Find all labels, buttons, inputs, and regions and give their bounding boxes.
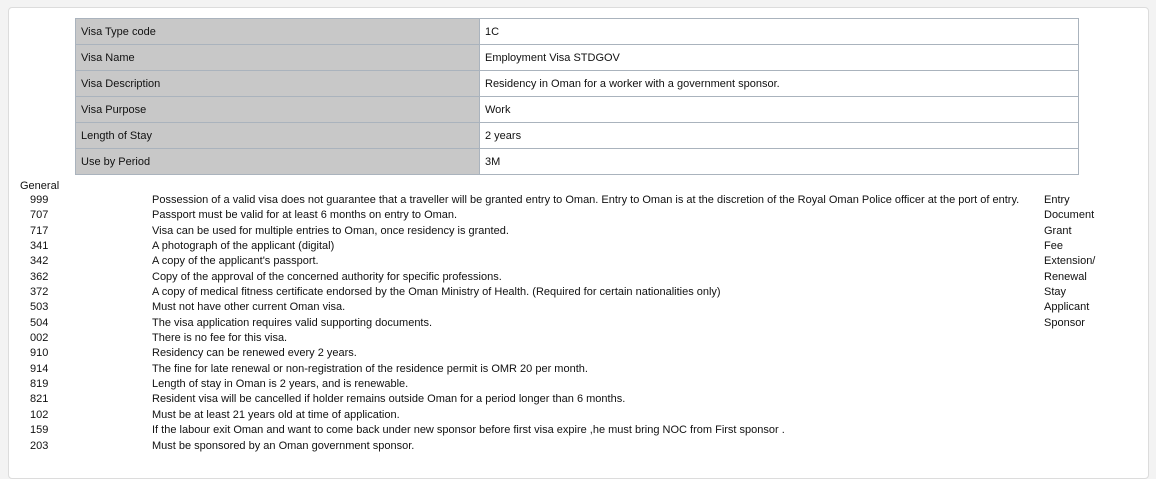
rule-row bbox=[0, 270, 1156, 285]
rule-code: 159 bbox=[30, 424, 49, 437]
visa-info-row bbox=[76, 97, 1079, 123]
rule-code: 341 bbox=[30, 240, 49, 253]
rule-text: Must not have other current Oman visa. bbox=[152, 301, 346, 314]
rule-row bbox=[0, 331, 1156, 346]
category-label: Renewal bbox=[1044, 270, 1087, 283]
rules-list bbox=[0, 193, 1156, 454]
rule-code: 707 bbox=[30, 209, 49, 222]
rule-row bbox=[0, 300, 1156, 315]
category-label: Applicant bbox=[1044, 301, 1090, 314]
rule-text: Must be at least 21 years old at time of application. bbox=[152, 408, 400, 421]
visa-info-value: Employment Visa STDGOV bbox=[480, 45, 1079, 71]
category-label: Grant bbox=[1044, 224, 1072, 237]
visa-info-label: Visa Name bbox=[76, 45, 480, 71]
rule-text: Must be sponsored by an Oman government sponsor. bbox=[152, 439, 415, 452]
rule-code: 910 bbox=[30, 347, 49, 360]
rule-code: 342 bbox=[30, 255, 49, 268]
rule-row bbox=[0, 193, 1156, 208]
rule-text: Resident visa will be cancelled if holder remains outside Oman for a period longer than 6 months. bbox=[152, 393, 626, 406]
rule-row bbox=[0, 224, 1156, 239]
rule-text: Copy of the approval of the concerned authority for specific professions. bbox=[152, 270, 502, 283]
categories-list bbox=[1044, 193, 1095, 331]
rule-row bbox=[0, 408, 1156, 423]
rule-row bbox=[0, 208, 1156, 223]
visa-info-value: 3M bbox=[480, 149, 1079, 175]
rule-code: 914 bbox=[30, 362, 49, 375]
rule-text: There is no fee for this visa. bbox=[152, 332, 288, 345]
rule-text: A copy of medical fitness certificate endorsed by the Oman Ministry of Health. (Required for certain nationalities only) bbox=[152, 286, 721, 299]
visa-info-row bbox=[76, 19, 1079, 45]
rule-row bbox=[0, 346, 1156, 361]
rule-code: 504 bbox=[30, 316, 49, 329]
visa-info-row bbox=[76, 71, 1079, 97]
rule-code: 002 bbox=[30, 332, 49, 345]
visa-info-label: Use by Period bbox=[76, 149, 480, 175]
rule-code: 999 bbox=[30, 194, 49, 206]
visa-info-table bbox=[75, 18, 1079, 175]
rule-text: A copy of the applicant's passport. bbox=[152, 255, 319, 268]
visa-info-label: Visa Description bbox=[76, 71, 480, 97]
visa-info-label: Visa Type code bbox=[76, 19, 480, 45]
visa-info-label: Length of Stay bbox=[76, 123, 480, 149]
visa-info-row bbox=[76, 45, 1079, 71]
visa-info-value: Residency in Oman for a worker with a government sponsor. bbox=[480, 71, 1079, 97]
rule-code: 362 bbox=[30, 270, 49, 283]
visa-info-label: Visa Purpose bbox=[76, 97, 480, 123]
visa-info-row bbox=[76, 149, 1079, 175]
rule-code: 372 bbox=[30, 286, 49, 299]
general-heading: General bbox=[20, 180, 60, 192]
rule-text: Possession of a valid visa does not guarantee that a traveller will be granted entry to Oman. Entry to Oman is at the discretion of the Royal Oman Police officer at the port of entry. bbox=[152, 194, 1020, 206]
rule-text: The fine for late renewal or non-registration of the residence permit is OMR 20 per month. bbox=[152, 362, 588, 375]
rule-text: If the labour exit Oman and want to come back under new sponsor before first visa expire ,he must bring NOC from First sponsor . bbox=[152, 424, 785, 437]
rule-text: Residency can be renewed every 2 years. bbox=[152, 347, 357, 360]
rule-row bbox=[0, 316, 1156, 331]
rule-row bbox=[0, 377, 1156, 392]
visa-info-value: 2 years bbox=[480, 123, 1079, 149]
rule-row bbox=[0, 439, 1156, 454]
category-label: Entry bbox=[1044, 194, 1070, 206]
category-label: Sponsor bbox=[1044, 316, 1085, 329]
category-label: Fee bbox=[1044, 240, 1063, 253]
rule-row bbox=[0, 285, 1156, 300]
rule-row bbox=[0, 254, 1156, 269]
rule-row bbox=[0, 239, 1156, 254]
rule-code: 503 bbox=[30, 301, 49, 314]
rule-code: 203 bbox=[30, 439, 49, 452]
rule-code: 819 bbox=[30, 378, 49, 391]
rule-text: A photograph of the applicant (digital) bbox=[152, 240, 335, 253]
rule-code: 717 bbox=[30, 224, 49, 237]
category-label: Extension/ bbox=[1044, 255, 1096, 268]
visa-info-value: 1C bbox=[480, 19, 1079, 45]
rule-row bbox=[0, 362, 1156, 377]
rule-row bbox=[0, 423, 1156, 438]
rule-code: 102 bbox=[30, 408, 49, 421]
rule-text: Length of stay in Oman is 2 years, and is renewable. bbox=[152, 378, 409, 391]
rule-text: Passport must be valid for at least 6 months on entry to Oman. bbox=[152, 209, 458, 222]
rule-row bbox=[0, 392, 1156, 407]
visa-info-value: Work bbox=[480, 97, 1079, 123]
visa-info-row bbox=[76, 123, 1079, 149]
category-label: Stay bbox=[1044, 286, 1067, 299]
rule-text: Visa can be used for multiple entries to Oman, once residency is granted. bbox=[152, 224, 509, 237]
rule-text: The visa application requires valid supporting documents. bbox=[152, 316, 433, 329]
category-label: Document bbox=[1044, 209, 1095, 222]
rule-code: 821 bbox=[30, 393, 49, 406]
